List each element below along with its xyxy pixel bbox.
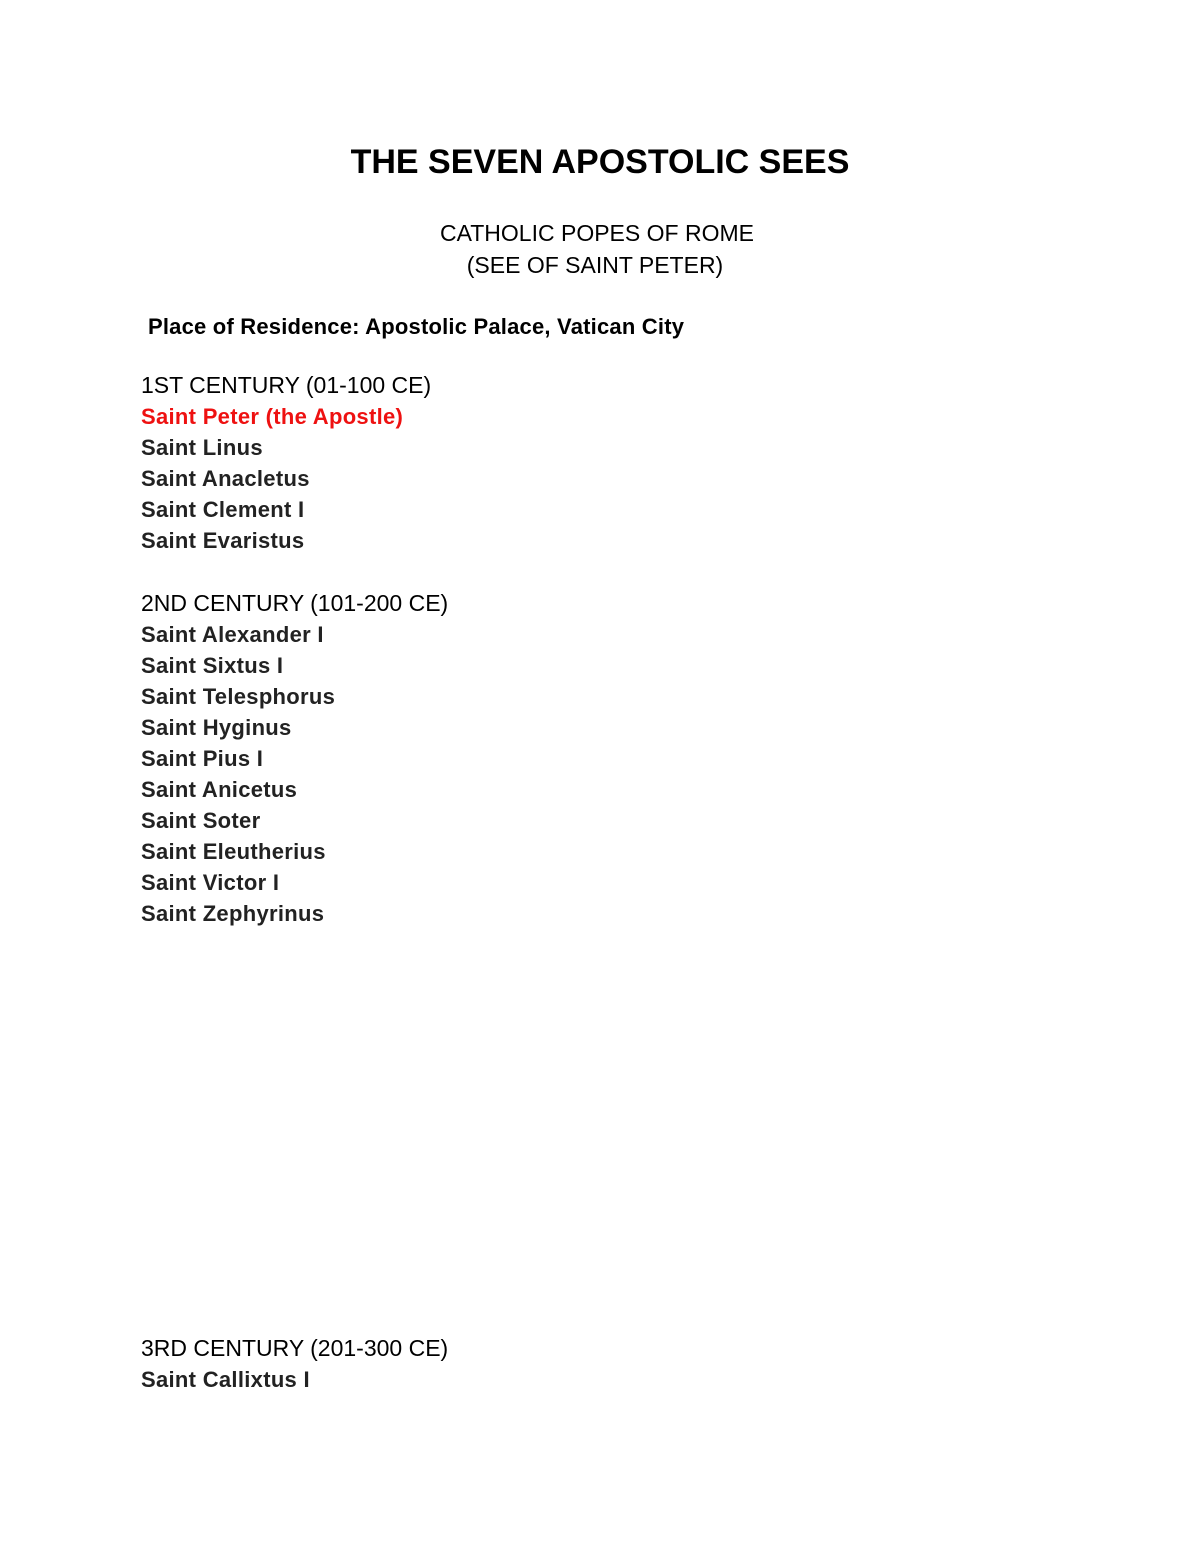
pope-list-item: Saint Hyginus bbox=[141, 715, 292, 740]
pope-list-item: Saint Linus bbox=[141, 435, 263, 460]
century-section-3rd bbox=[141, 1333, 448, 1395]
pope-list-item: Saint Anicetus bbox=[141, 777, 298, 802]
pope-list-item: Saint Callixtus I bbox=[141, 1367, 310, 1392]
document-subtitle-see: (SEE OF SAINT PETER) bbox=[466, 252, 724, 278]
pope-list-item: Saint Zephyrinus bbox=[141, 901, 325, 926]
document-subtitle: CATHOLIC POPES OF ROME bbox=[440, 220, 754, 246]
pope-list-item: Saint Sixtus I bbox=[141, 653, 284, 678]
pope-list-item-highlighted: Saint Peter (the Apostle) bbox=[141, 404, 404, 429]
pope-list-item: Saint Pius I bbox=[141, 746, 264, 771]
pope-list bbox=[141, 1364, 448, 1395]
pope-list-item: Saint Clement I bbox=[141, 497, 305, 522]
pope-list-item: Saint Alexander I bbox=[141, 622, 324, 647]
pope-list-item: Saint Eleutherius bbox=[141, 839, 326, 864]
pope-list-item: Saint Evaristus bbox=[141, 528, 305, 553]
pope-list bbox=[141, 619, 448, 929]
pope-list-item: Saint Victor I bbox=[141, 870, 280, 895]
pope-list bbox=[141, 401, 431, 556]
century-section-2nd bbox=[141, 588, 448, 929]
century-heading: 1ST CENTURY (01-100 CE) bbox=[141, 372, 432, 398]
century-section-1st bbox=[141, 370, 431, 556]
document-title: THE SEVEN APOSTOLIC SEES bbox=[350, 143, 850, 181]
pope-list-item: Saint Soter bbox=[141, 808, 261, 833]
pope-list-item: Saint Telesphorus bbox=[141, 684, 336, 709]
place-of-residence: Place of Residence: Apostolic Palace, Vatican City bbox=[148, 314, 685, 339]
pope-list-item: Saint Anacletus bbox=[141, 466, 310, 491]
century-heading: 3RD CENTURY (201-300 CE) bbox=[141, 1335, 449, 1361]
century-heading: 2ND CENTURY (101-200 CE) bbox=[141, 590, 449, 616]
